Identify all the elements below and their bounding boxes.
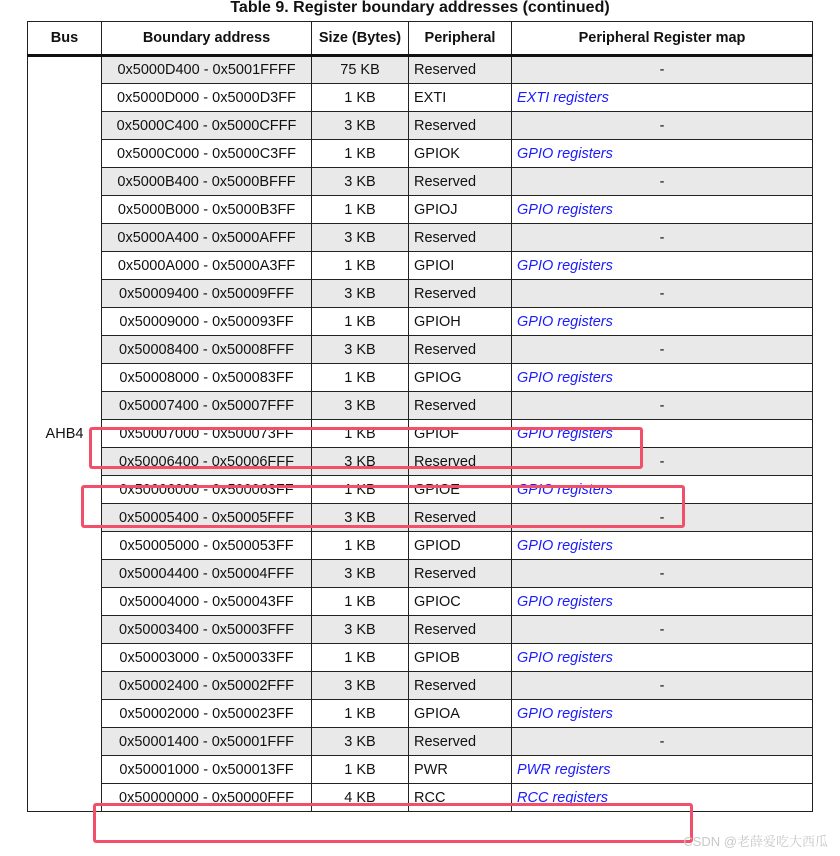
size-cell: 1 KB [312,252,409,280]
peripheral-cell: Reserved [409,336,512,364]
size-cell: 1 KB [312,420,409,448]
address-cell: 0x50009000 - 0x500093FF [102,308,312,336]
size-cell: 1 KB [312,364,409,392]
register-map-cell [512,196,813,224]
size-cell: 1 KB [312,308,409,336]
register-map-link[interactable]: GPIO registers [517,201,613,218]
address-cell: 0x50000000 - 0x50000FFF [102,784,312,812]
col-boundary-address: Boundary address [102,22,312,56]
size-cell: 1 KB [312,644,409,672]
register-map-link[interactable]: RCC registers [517,789,609,806]
address-cell: 0x50003400 - 0x50003FFF [102,616,312,644]
peripheral-cell: EXTI [409,84,512,112]
peripheral-cell: GPIOK [409,140,512,168]
register-map-cell: - [512,280,813,308]
table-row [28,252,813,280]
peripheral-cell: Reserved [409,448,512,476]
register-map-link[interactable]: GPIO registers [517,425,613,442]
peripheral-cell: GPIOB [409,644,512,672]
register-map-link[interactable]: PWR registers [517,761,611,778]
peripheral-cell: GPIOI [409,252,512,280]
address-cell: 0x50008000 - 0x500083FF [102,364,312,392]
register-map-cell: - [512,392,813,420]
address-cell: 0x5000B000 - 0x5000B3FF [102,196,312,224]
peripheral-cell: Reserved [409,112,512,140]
bus-cell: AHB4 [28,56,102,812]
size-cell: 75 KB [312,56,409,84]
register-map-cell [512,756,813,784]
register-map-cell [512,700,813,728]
size-cell: 1 KB [312,532,409,560]
size-cell: 1 KB [312,476,409,504]
size-cell: 3 KB [312,672,409,700]
table-row [28,644,813,672]
size-cell: 3 KB [312,224,409,252]
table-row [28,84,813,112]
highlight-box-gpioe [81,485,685,528]
register-map-cell: - [512,728,813,756]
register-map-cell [512,308,813,336]
size-cell: 1 KB [312,588,409,616]
table-row [28,616,813,644]
address-cell: 0x50007400 - 0x50007FFF [102,392,312,420]
size-cell: 3 KB [312,168,409,196]
size-cell: 3 KB [312,728,409,756]
address-cell: 0x50006000 - 0x500063FF [102,476,312,504]
table-title: Table 9. Register boundary addresses (continued) [230,0,610,16]
address-cell: 0x5000C000 - 0x5000C3FF [102,140,312,168]
size-cell: 3 KB [312,280,409,308]
peripheral-cell: Reserved [409,504,512,532]
register-map-link[interactable]: GPIO registers [517,145,613,162]
register-map-link[interactable]: GPIO registers [517,481,613,498]
size-cell: 3 KB [312,616,409,644]
peripheral-cell: GPIOJ [409,196,512,224]
address-cell: 0x50005400 - 0x50005FFF [102,504,312,532]
size-cell: 1 KB [312,140,409,168]
size-cell: 4 KB [312,784,409,812]
table-row [28,700,813,728]
size-cell: 1 KB [312,196,409,224]
register-map-cell: - [512,56,813,84]
register-map-cell: - [512,336,813,364]
col-peripheral: Peripheral [409,22,512,56]
table-row [28,560,813,588]
register-map-link[interactable]: GPIO registers [517,705,613,722]
table-row [28,280,813,308]
address-cell: 0x5000D000 - 0x5000D3FF [102,84,312,112]
register-map-cell [512,364,813,392]
table-row [28,756,813,784]
peripheral-cell: Reserved [409,616,512,644]
address-cell: 0x50008400 - 0x50008FFF [102,336,312,364]
table-row [28,532,813,560]
table-row [28,308,813,336]
peripheral-cell: Reserved [409,672,512,700]
register-map-cell [512,252,813,280]
register-map-link[interactable]: GPIO registers [517,593,613,610]
table-row [28,392,813,420]
watermark: CSDN @老薛爱吃大西瓜 [683,834,828,849]
size-cell: 3 KB [312,392,409,420]
register-map-cell: - [512,616,813,644]
col-bus: Bus [28,22,102,56]
highlight-box-rcc [93,803,693,843]
register-map-cell: - [512,504,813,532]
peripheral-cell: GPIOD [409,532,512,560]
peripheral-cell: RCC [409,784,512,812]
register-map-cell [512,84,813,112]
peripheral-cell: GPIOA [409,700,512,728]
table-row [28,224,813,252]
register-map-cell: - [512,224,813,252]
address-cell: 0x5000C400 - 0x5000CFFF [102,112,312,140]
address-cell: 0x50007000 - 0x500073FF [102,420,312,448]
register-map-cell: - [512,168,813,196]
table-row [28,168,813,196]
table-row [28,112,813,140]
peripheral-cell: Reserved [409,168,512,196]
size-cell: 3 KB [312,112,409,140]
address-cell: 0x5000D400 - 0x5001FFFF [102,56,312,84]
table-row [28,364,813,392]
table-row [28,336,813,364]
register-map-cell: - [512,448,813,476]
table-row [28,728,813,756]
peripheral-cell: Reserved [409,392,512,420]
register-map-cell [512,588,813,616]
register-map-link[interactable]: GPIO registers [517,313,613,330]
peripheral-cell: Reserved [409,728,512,756]
address-cell: 0x5000B400 - 0x5000BFFF [102,168,312,196]
peripheral-cell: GPIOC [409,588,512,616]
col-register-map: Peripheral Register map [512,22,813,56]
address-cell: 0x50005000 - 0x500053FF [102,532,312,560]
peripheral-cell: GPIOE [409,476,512,504]
peripheral-cell: GPIOF [409,420,512,448]
table-row [28,588,813,616]
address-cell: 0x50003000 - 0x500033FF [102,644,312,672]
size-cell: 3 KB [312,504,409,532]
peripheral-cell: GPIOG [409,364,512,392]
register-map-cell: - [512,672,813,700]
register-map-cell [512,644,813,672]
address-cell: 0x5000A400 - 0x5000AFFF [102,224,312,252]
size-cell: 3 KB [312,336,409,364]
address-cell: 0x50009400 - 0x50009FFF [102,280,312,308]
register-map-link[interactable]: EXTI registers [517,89,609,106]
size-cell: 1 KB [312,700,409,728]
peripheral-cell: Reserved [409,280,512,308]
register-map-cell [512,532,813,560]
highlight-box-gpiof [89,427,643,469]
address-cell: 0x50002000 - 0x500023FF [102,700,312,728]
address-cell: 0x50001400 - 0x50001FFF [102,728,312,756]
register-map-link[interactable]: GPIO registers [517,369,613,386]
col-size: Size (Bytes) [312,22,409,56]
address-cell: 0x50006400 - 0x50006FFF [102,448,312,476]
address-cell: 0x50004000 - 0x500043FF [102,588,312,616]
address-cell: 0x50004400 - 0x50004FFF [102,560,312,588]
register-map-link[interactable]: GPIO registers [517,537,613,554]
peripheral-cell: GPIOH [409,308,512,336]
table-row [28,672,813,700]
header-row [28,22,813,56]
size-cell: 1 KB [312,84,409,112]
table-row [28,140,813,168]
register-boundary-table [27,21,813,812]
register-map-link[interactable]: GPIO registers [517,649,613,666]
size-cell: 3 KB [312,560,409,588]
peripheral-cell: Reserved [409,224,512,252]
table-row [28,196,813,224]
peripheral-cell: Reserved [409,560,512,588]
register-map-cell: - [512,560,813,588]
register-map-cell [512,140,813,168]
address-cell: 0x50002400 - 0x50002FFF [102,672,312,700]
peripheral-cell: Reserved [409,56,512,84]
size-cell: 1 KB [312,756,409,784]
address-cell: 0x50001000 - 0x500013FF [102,756,312,784]
register-map-link[interactable]: GPIO registers [517,257,613,274]
table-row [28,56,813,84]
peripheral-cell: PWR [409,756,512,784]
register-map-cell: - [512,112,813,140]
address-cell: 0x5000A000 - 0x5000A3FF [102,252,312,280]
size-cell: 3 KB [312,448,409,476]
